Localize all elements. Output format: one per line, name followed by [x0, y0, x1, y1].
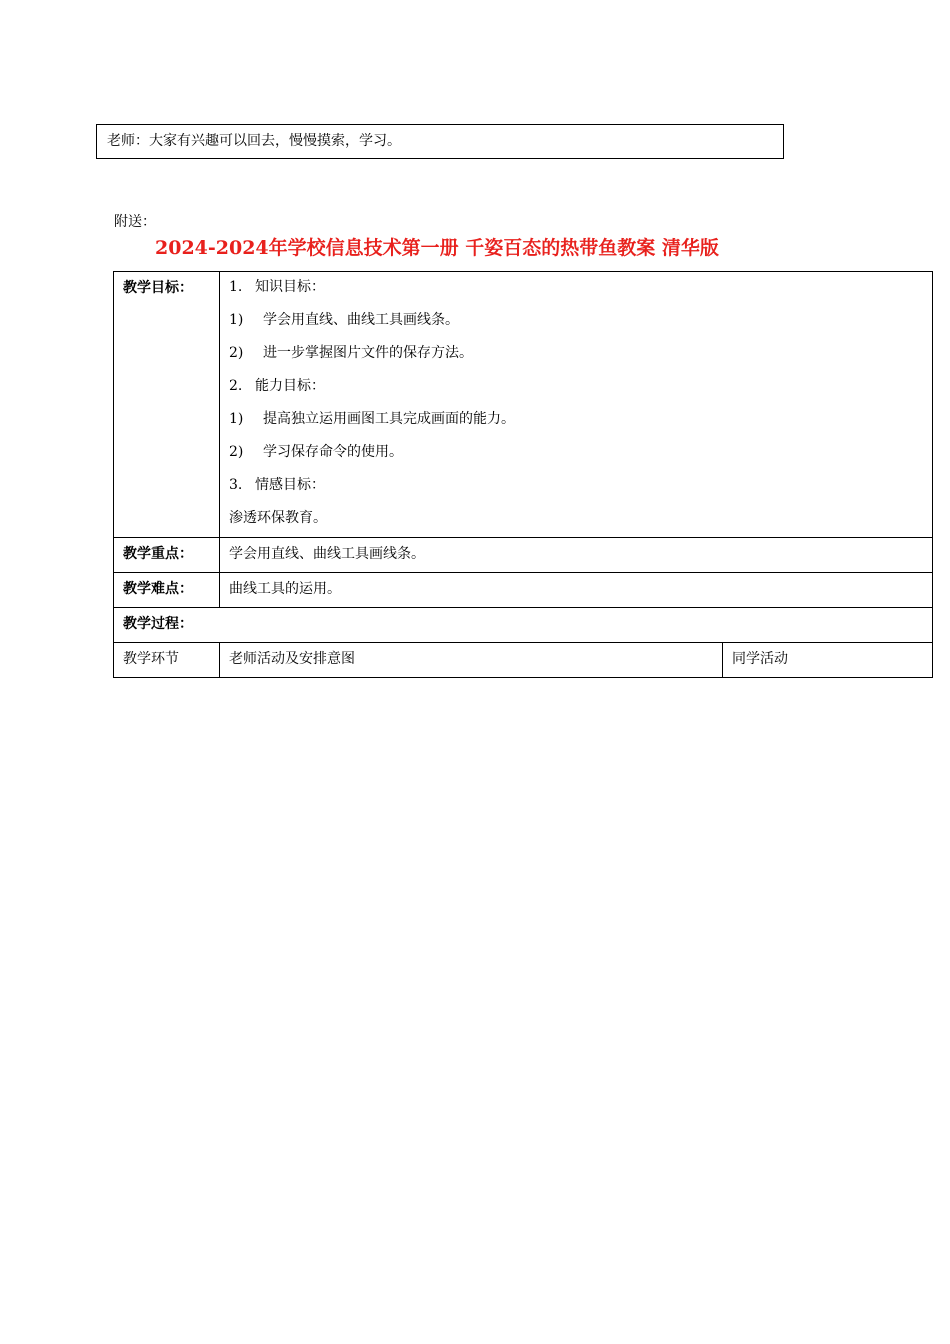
teaching-goals-label: 教学目标：: [114, 272, 220, 538]
teacher-note-text: 老师：大家有兴趣可以回去，慢慢摸索，学习。: [107, 133, 401, 149]
goal-line: 1) 提高独立运用画图工具完成画面的能力。: [229, 411, 515, 427]
goal-line: 渗透环保教育。: [229, 510, 327, 526]
goal-line: 2. 能力目标：: [229, 378, 325, 394]
teaching-goals-row: [114, 272, 933, 538]
goal-line: 1. 知识目标：: [229, 279, 325, 295]
column-header-teacher-activity: 老师活动及安排意图: [220, 643, 723, 678]
difficulties-content: 曲线工具的运用。: [220, 573, 933, 608]
goal-line: 2) 进一步掌握图片文件的保存方法。: [229, 345, 473, 361]
key-points-row: [114, 538, 933, 573]
document-title: 2024-2024年学校信息技术第一册 千姿百态的热带鱼教案 清华版: [155, 237, 719, 259]
goal-line: 1) 学会用直线、曲线工具画线条。: [229, 312, 459, 328]
column-header-student-activity: 同学活动: [723, 643, 933, 678]
process-label: 教学过程：: [114, 608, 933, 643]
lesson-plan-table: [113, 271, 933, 678]
key-points-label: 教学重点：: [114, 538, 220, 573]
key-points-content: 学会用直线、曲线工具画线条。: [220, 538, 933, 573]
appendix-label: 附送：: [114, 214, 156, 230]
column-header-stage: 教学环节: [114, 643, 220, 678]
teacher-note-box: [96, 124, 784, 159]
teaching-goals-content: [220, 272, 933, 538]
goal-line: 3. 情感目标：: [229, 477, 325, 493]
difficulties-row: [114, 573, 933, 608]
difficulties-label: 教学难点：: [114, 573, 220, 608]
process-row: [114, 608, 933, 643]
process-header-row: [114, 643, 933, 678]
goal-line: 2) 学习保存命令的使用。: [229, 444, 403, 460]
